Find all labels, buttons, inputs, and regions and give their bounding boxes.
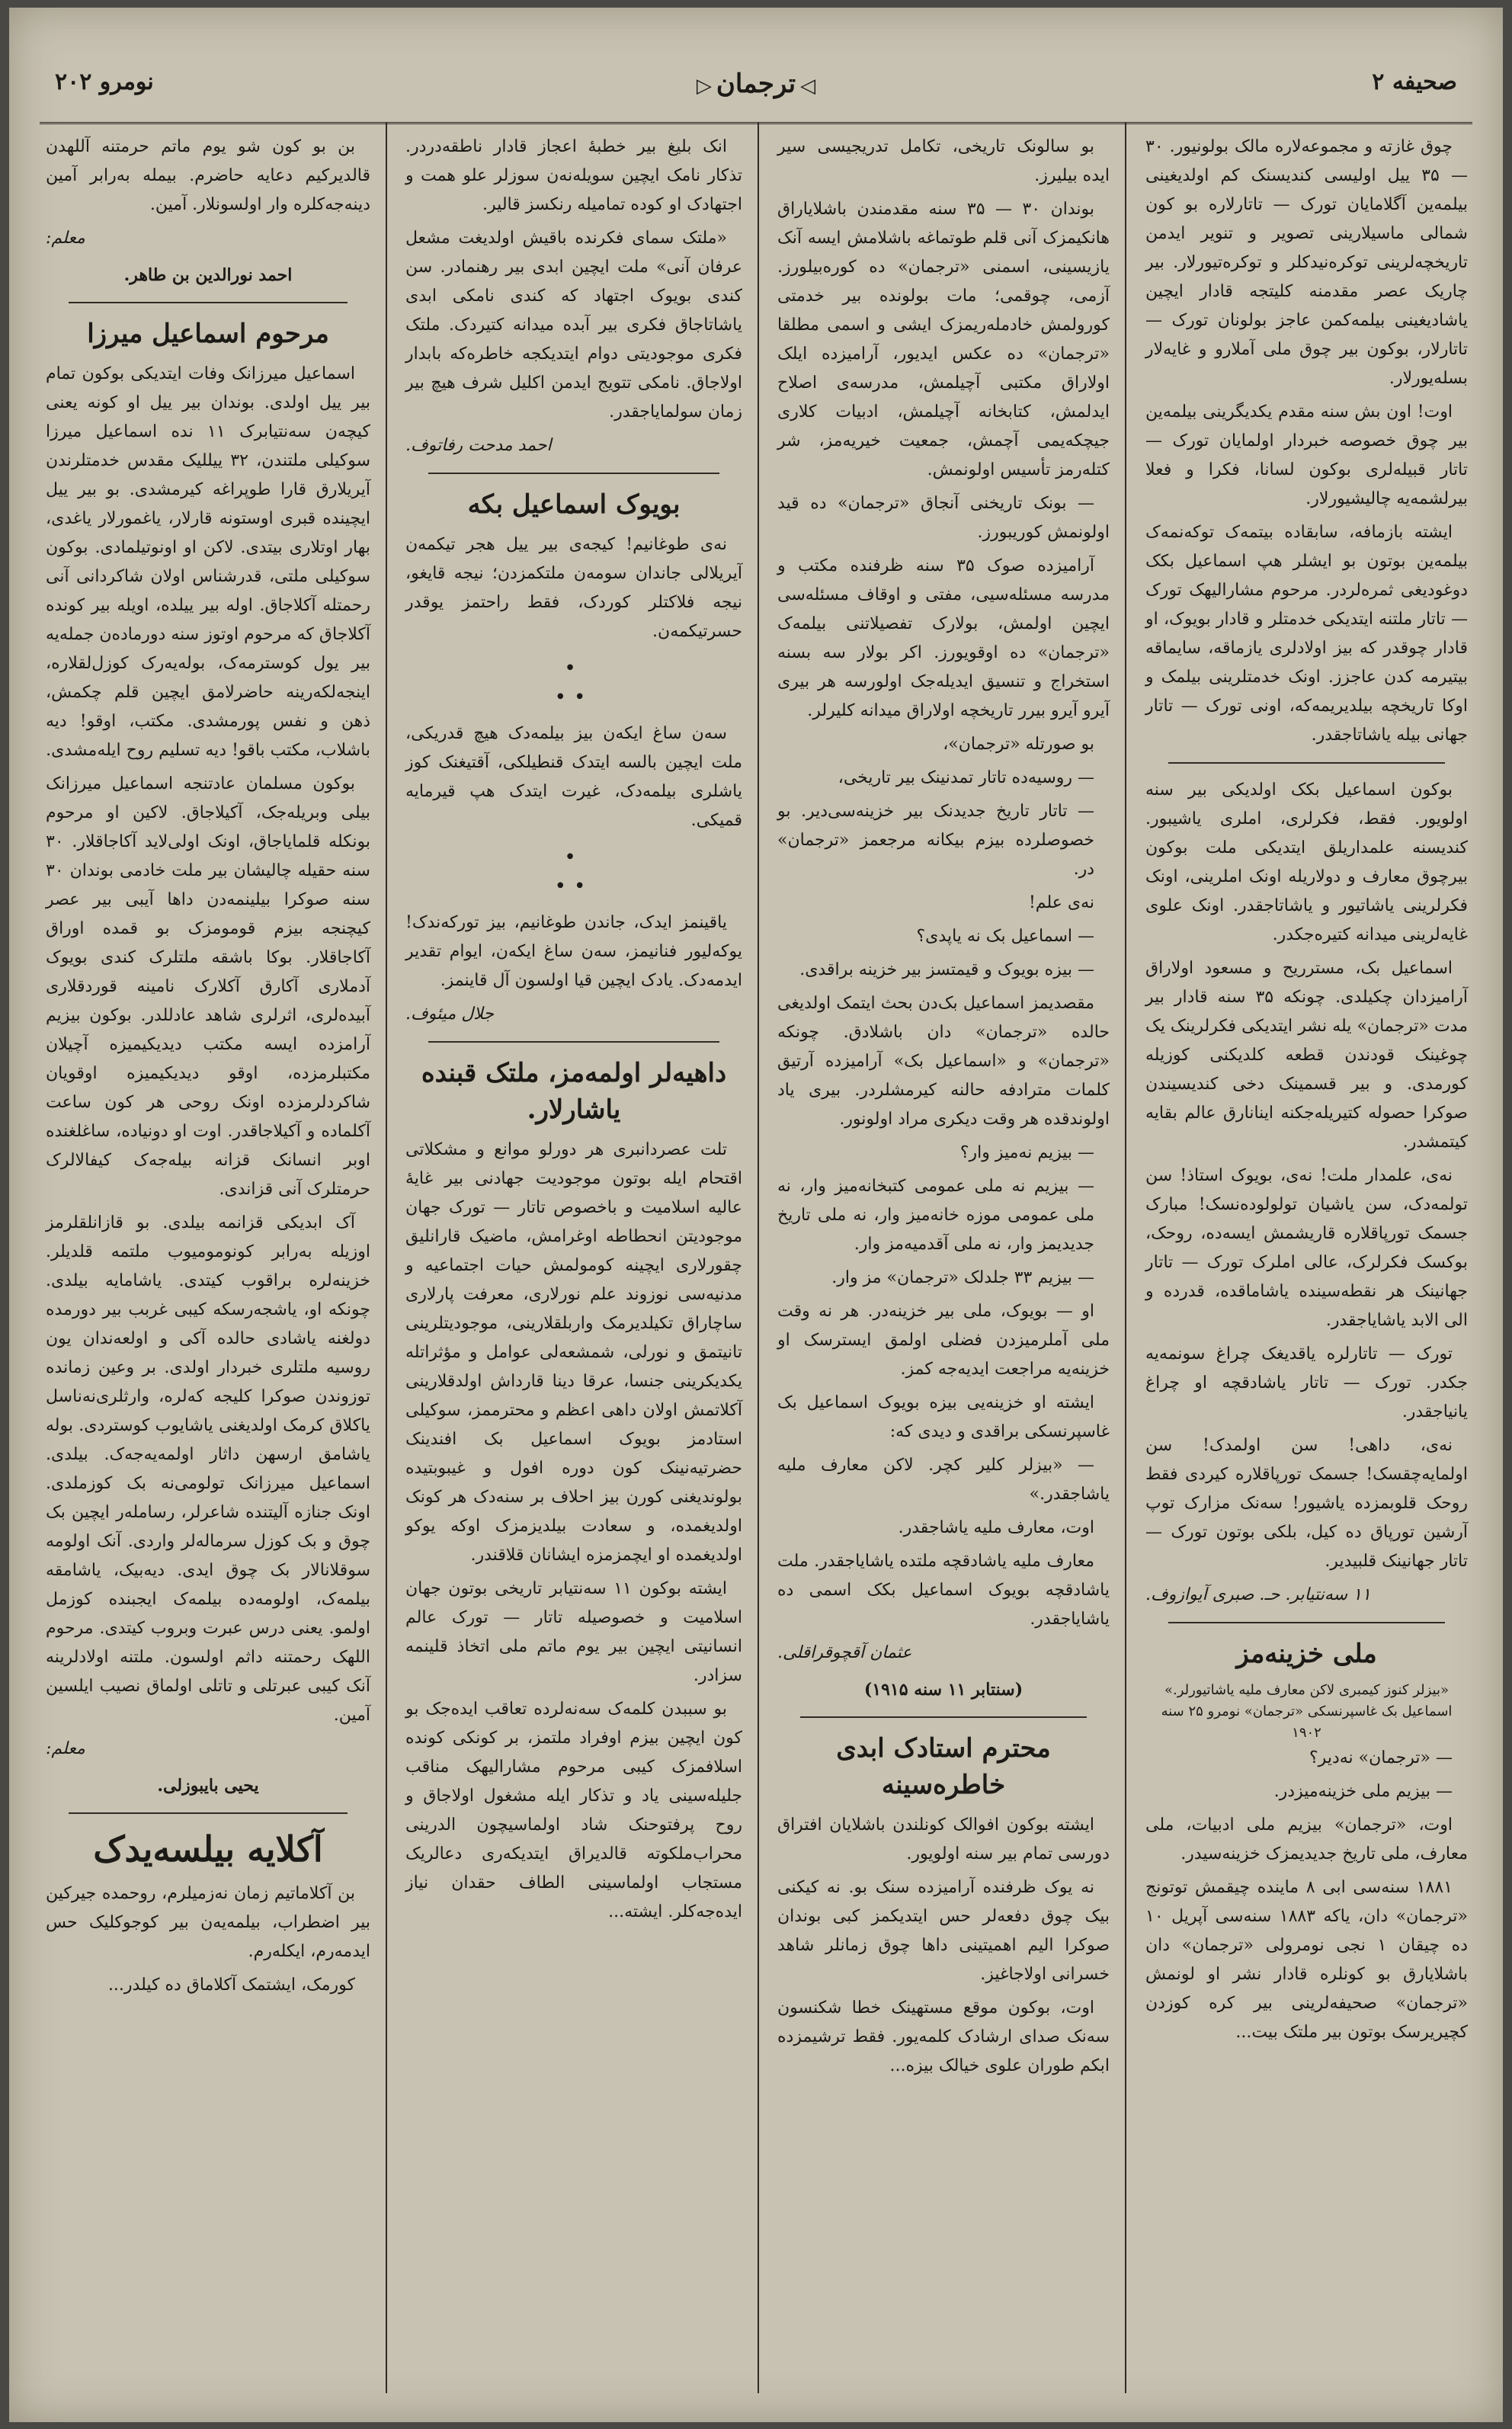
list-item: — بیزیم ۳۳ جلدلک «ترجمان» مز وار. <box>831 1268 1094 1287</box>
divider <box>69 1812 348 1814</box>
paragraph: تورک — تاتارلره یاقدیغک چراغ سونمه‌یه جکدر. تورک — تاتار یاشادقچه او چراغ یانیاجقدر. <box>1145 1344 1468 1421</box>
paragraph: انک بلیغ بیر خطبهٔ اعجاز قادار ناطقه‌دردر. تذکار نامک ایچین سویله‌نه‌ن سوزلر علو همت و اجتهادک او کوده تمامیله رنکسز قالیر. <box>405 137 742 214</box>
paragraph: اوت، «ترجمان» بیزیم ملی ادبیات، ملی معارف، ملی تاریخ جدیدیمزک خزینه‌سیدر. <box>1145 1815 1468 1863</box>
section-dots: • •• <box>554 846 594 898</box>
author-role: معلم: <box>46 1739 85 1758</box>
paragraph: اوت، بوکون موقع مستهینک خطا شکنسون سه‌نک صدای ارشادک کلمه‌یور. فقط ترشیمزده ابکم طوران علوی خیالک بیزه... <box>777 1998 1110 2075</box>
ornament-icon: ▷ <box>696 75 712 98</box>
paragraph: نه‌ی، داهی! سن اولمدک! سن اولمایه‌چقسک! جسمک تورپاقلاره کیردی فقط روحک قلوبمزده یاشیور! سه‌نک مزارک توپ آرشین تورپاق ده کیل، بلکی بوتون تورک — تاتار جهانینک قلبیدیر. <box>1145 1436 1468 1571</box>
divider <box>428 1041 719 1043</box>
author-role: معلم: <box>46 229 85 248</box>
article-heading: ملی خزینه‌مز <box>1236 1639 1377 1669</box>
paragraph: معارف ملیه یاشادقچه ملتده یاشایاجقدر. ملت یاشادقچه بویوک اسماعیل بکک اسمی ده یاشایاجقدر. <box>777 1552 1110 1629</box>
paragraph: ایشته بوکون افوالک کونلندن باشلایان افتراق دورسی تمام بیر سنه اولویور. <box>777 1815 1110 1863</box>
dialogue-list <box>1145 1744 1468 1806</box>
paragraph: بو سالونک تاریخی، تکامل تدریجیسی سیر ایده بیلیرز. <box>777 137 1110 185</box>
paragraph: — بونک تاریخنی آنجاق «ترجمان» ده قید اولونمش کوریبورز. <box>777 494 1110 542</box>
column-rule <box>1125 122 1126 2393</box>
paragraph: بوکون مسلمان عادتنجه اسماعیل میرزانک بیلی وبریله‌جک، آکیلاجاق. لاکین او مرحوم بونکله قلمایاجاق، اونک اولی‌لاید آکاجاقلار. ۳۰ سنه حقیله چالیشان بیر ملت خادمی بوندان ۳۰ سنه صوکرا بیلینمه‌دن داها آیبی بیر عصر کیچنجه بیزم قومومزک بو قمده اوراق آکاجاقلار. بوکا باشقه ملتلرک کندی بویوک آدملاری آکارق آکلارک نامینه قوردقلاری آبیده‌لری، اثرلری شاهد عادللدر. بوکون بیزیم آرامزده ایسه مکتب دیدیکیمیزه آچیلان مکتبلرمزده، اوقو دیدیکیمیزه اوقویان شاکردلرمزده اونک روحی هر کون ساعت آکلماده و آکیلاجاقدر. اوت او دونیاده، ساغلغنده اوبر انسانک قزانه بیله‌جه‌ک کیفالالرک حرمتلرک آنی قزاندی. <box>46 774 370 1199</box>
paragraph: اسماعیل بک، مسترریح و مسعود اولاراق آرامیزدان چکیلدی. چونکه ۳۵ سنه قادار بیر مدت «ترجمان» یله نشر ایتدیکی فکرلرینک یک چوغینک قودندن قطعه کلدیکنی کوزیله کورمدی. و بیر قسمینک دخی کندیسیندن صوکرا حصوله کتیریله‌جکنه اینانارق عالم بقایه کیتمشدر. <box>1145 959 1469 1152</box>
divider <box>69 302 348 303</box>
divider <box>428 473 719 474</box>
paragraph: ایشته بازمافه، سابقاده بیتمه‌ک توکه‌نمه‌ک بیلمه‌ین بوتون بو ایشلر هپ اسماعیل بکک دوغودیغی ثمره‌لردر. مرحوم مشارالیهک تورک — تاتار ملتنه ایتدیکی خدمتلر و قادار بویوک، او قادار چوقدر که بیز اولادلری یازماقه، سایماقه بیتیرمه کدن عاجزز. اونک خدمتلرینی بیلمک و اوکا تاریخچه بیلدیریمه‌که، اونی تورک — تاتار جهانی بیله یاشاتاجقدر. <box>1145 523 1468 745</box>
column-4 <box>34 122 383 2401</box>
paper-name-block <box>40 69 1472 99</box>
list-item: نه‌ی علم! <box>1028 893 1094 912</box>
paragraph: چوق غازته و مجموعه‌لاره مالک بولونیور. ۳۰ — ۳۵ ییل اولیسی کندیسنک کم اولدیغینی بیلمه‌ین آگلامایان تورک — تاتارلاره بو کون شمالی ماسیلارینی تصویر و تنویر ایدمن تاریخچه‌لرینی توکره‌نیدکلر و توکره‌تیورلار. بیر چاریک عصر مقدمنه کلیتجه قادار ایچین یاشادیغینی بیلمه‌کمن عاجز بولونان تورک — تاتارلار، بوکون بیر چوق ملی آملارو و غایه‌لار بسله‌یورلار. <box>1145 137 1468 388</box>
section-dots: • •• <box>554 657 594 709</box>
divider <box>800 1716 1087 1718</box>
list-item: — اسماعیل بک نه یاپدی؟ <box>916 927 1094 946</box>
epigraph: «بیزلر کنوز کیمبری لاکن معارف ملیه یاشاتیورلر.» اسماعیل بک غاسپرنسکی «ترجمان» نومرو ۲۵ سنه ۱۹۰۲ <box>1161 1682 1453 1741</box>
paragraph: اوت، معارف ملیه یاشاجقدر. <box>898 1518 1094 1537</box>
signature: جلال میئوف. <box>405 1005 494 1024</box>
article-heading: آکلایه بیلسه‌یدک <box>93 1828 323 1870</box>
column-rule <box>386 122 387 2393</box>
dialogue-list <box>777 764 1110 985</box>
paper-name: ترجمان <box>716 69 796 99</box>
author-name: احمد نورالدین بن طاهر. <box>123 265 293 285</box>
article-heading: محترم استادک ابدی خاطره‌سینه <box>836 1733 1051 1800</box>
newspaper-page <box>9 8 1503 2422</box>
stanza: یاقینمز ایدک، جاندن طوغانیم، بیز تورکه‌ندک! یوکه‌لیور فنانیمز، سه‌ن ساغ ایکه‌ن، ایوام تقدیر ایدمه‌دک. یادک ایچین قیا اولسون آل قاینمز. <box>405 913 742 990</box>
paragraph: بوکون اسماعیل بکک اولدیکی بیر سنه اولویور. فقط، فکرلری، املری یاشیبور. کندیسنه علمداریلق ایتدیکی ملت بوکون بیرچوق معارف و دولاریله اونک املرینی، اونک فکرلرینی یاشاتیور و یاشاتاجقدر. اونک علوی غایه‌لرینی میدانه کتیره‌جکدر. <box>1145 780 1468 944</box>
column-2 <box>765 122 1122 2401</box>
signature: احمد مدحت رفاتوف. <box>405 436 552 455</box>
stanza: سه‌ن ساغ ایکه‌ن بیز بیلمه‌دک هیچ قدریکی، ملت ایچین بالسه ایتدک قنطیلکی، آقتیغنک کوز یاشلری بیلمه‌دک، غیرت ایتدک هپ قیرمایه قمیکی. <box>405 724 742 830</box>
paragraph: ایشته بوکون ۱۱ سه‌نتیابر تاریخی بوتون جهان اسلامیت و خصوصیله تاتار — تورک عالم انسانیتی ایچین بیر یوم ماتم ملی اتخاذ قلینمه سزادر. <box>405 1579 742 1685</box>
stanza: نه‌ی طوغانیم! کیجه‌ی بیر ییل هجر تیکمه‌ن آیریلالی جاندان سومه‌ن ملتکمزدن؛ نیجه قایغو، نیجه فلاکتلر کوردک، فقط راحتمز یوقدر حسرتیکمه‌ن. <box>405 535 742 641</box>
paragraph: او — بویوک، ملی بیر خزینه‌در. هر نه وقت ملی آملرمیزدن فضلی اولمق ایسترسک او خزینه‌یه مراجعت ایدیه‌جه کمز. <box>777 1302 1110 1379</box>
paragraph: «ملتک سمای فکرنده باقیش اولدیغت مشعل عرفان آنی» ملت ایچین ابدی بیر رهنمادر. سن کندی بویوک اجتهاد که کندی نامکی ابدی یاشاتاجاق فکری بیر آبده میدانه کتیردک. ملتک فکری موجودیتی دوام ایتدیکجه خاطره‌که بابدار اولاجاق. نامکی تتویج ایدمن اکلیل شرف هیچ بیر زمان سولمایاجقدر. <box>405 229 742 421</box>
author-name: یحیی بایبوزلی. <box>157 1776 259 1796</box>
paragraph: کورمک، ایشتمک آکلاماق ده کیلدر... <box>107 1976 355 1995</box>
paragraph: ایشته او خزینه‌یی بیزه بویوک اسماعیل بک غاسپرنسکی براقدی و دیدی که: <box>777 1393 1110 1441</box>
column-rule <box>758 122 759 2393</box>
paragraph: آرامیزده صوک ۳۵ سنه ظرفنده مکتب و مدرسه مسئله‌سیی، مفتی و اوقاف مسئله‌سی ایچین اولمش، بولارک تفصیلاتنی بیلمه‌ک «ترجمان» ده اوقویورز. اکر بولار سه بسنه استخراج و تنسیق ایدیله‌جک اولورسه هر بیری آیرو آیرو بیرر تاریخچه اولاراق میدانه کلیرلر. <box>777 556 1110 720</box>
paragraph: ۱۸۸۱ سنه‌سی ابی ۸ ماینده چیقمش توتونج «ترجمان» دان، یاکه ۱۸۸۳ سنه‌سی آپریل ۱۰ ده چیقان ۱ نجی نومرولی «ترجمان» دان باشلایارق بو کونلره قادار نشر او لونمش «ترجمان» صحیفه‌لرینی بیر کره کوزدن کچیریرسک بوتون بیر ملتک بیت... <box>1145 1878 1468 2042</box>
paragraph: بن بو کون شو یوم ماتم حرمتنه آللهدن قالدیرکیم دعایه حاضرم. بیمله به‌رابر آمین دینه‌جه‌کلره وار اولسونلار. آمین. <box>46 137 370 214</box>
masthead <box>40 53 1472 124</box>
article-heading: داهیه‌لر اولمه‌مز، ملتک قبنده یاشارلار. <box>421 1058 727 1125</box>
signature: ۱۱ سه‌نتیابر. حـ. صبری آیوازوف. <box>1145 1585 1371 1604</box>
page-label: صحیفه ۲ <box>1372 69 1457 95</box>
article-heading: مرحوم اسماعیل میرزا <box>87 319 329 349</box>
ornament-icon: ◁ <box>800 75 816 98</box>
paragraph: مقصدیمز اسماعیل بک‌دن بحث ایتمک اولدیغی حالده «ترجمان» دان باشلادق. چونکه «ترجمان» و «اسماعیل بک» آرامیزده آرتیق کلمات مترادفه حالنه کیرمشلردر. بیری یاد اولوندقده هر وقت دیکری مراد اولونور. <box>777 994 1110 1129</box>
issue-label: نومرو ۲۰۲ <box>55 69 154 95</box>
paragraph: بو صورتله «ترجمان»، <box>943 735 1094 754</box>
date-line: (سنتابر ۱۱ سنه ۱۹۱۵) <box>863 1680 1023 1700</box>
list-item: — روسیه‌ده تاتار تمدنینک بیر تاریخی، <box>838 768 1094 787</box>
list-item: — بیزه بویوک و قیمتسز بیر خزینه براقدی. <box>799 960 1094 979</box>
paragraph: نه یوک ظرفنده آرامیزده سنک بو. نه کیکنی بیک چوق دفعه‌لر حس ایتدیکمز کبی بوندان صوکرا الیم اهمیتینی داها چوق زمانلر شاهد خسرانی اولاجاغیز. <box>777 1878 1110 1984</box>
column-1 <box>1133 122 1480 2401</box>
list-item: — بیزیم نه‌میز وار؟ <box>959 1143 1094 1162</box>
paragraph: اسماعیل میرزانک وفات ایتدیکی بوکون تمام بیر ییل اولدی. بوندان بیر ییل او کونه یعنی کیچه‌ن سه‌نتیابرک ۱۱ نده اسماعیل میرزا سوکیلی ملتندن، ۳۲ ییللیک مقدس خدمتلرندن آیریلارق قارا طوپراغه کیرمشدی. بو بیر ییل ایچینده قبری اوستونه قارلار، یاغمورلار یاغدی، بهار اوتلاری بیتدی. لاکن او اونوتیلمادی. بوکون سوکیلی ملتی، قدرشناس اولان شاکردانی آنی رحمتله آکلاجاق. اوله بیر ییلده، اویله بیر کونده آکلاجاق که مرحوم اوتوز سنه دورماده‌ن جمله‌یه بیر یول کوسترمه‌ک، بوله‌یه‌رک کوزل‌لقلاره، اینجه‌لکه‌رینه حاضرلامق ایچین قلم چکمش، ذهن و نفس پورمشدی. مکتب، اوقو! دیه باشلاب، مکتب‌ باقو! دیه تسلیم روح ایله‌مشدی. <box>46 364 370 760</box>
paragraph: تلت عصردانبری هر دورلو موانع و مشکلاتی اقتحام ایله بوتون موجودیت جهادنی بیر غایهٔ عالیه اسلامیت و باخصوص تاتار — تورک جهان موجودیتن انحطاطه اوغرامش، ماضیک قارانلیق چقورلاری ایچینه کومولمش حیات اجتماعیه و مدنیه‌سی نوزوند علم نورلاری، معرفت پارلاری ساچاراق تکیلدیرمک واربلقلارینی، موجودیتلرینی تانیتمق و نورلی، شمشعه‌لی عوامل و مؤثراتله یکدیکرینی جنسا، عرقا دینا قارداش اولدقلارینی آکلاتمش اولان داهی اعظم و محترممز، سوکیلی استادمز بویوک اسماعیل بک افندینک حضرتیه‌نینک کون دوره افول و غیبوبتیده بولوندیغنی کورن بیز احلاف بر سنه‌دک هر کونک اولدیغمده، و سعادت بیلدیزمزک اوکه یوکو اولدیغمده او ایچمزمزه ایشانان قلاقندر. <box>405 1140 742 1565</box>
column-3 <box>393 122 754 2401</box>
signature: عثمان آقچوقراقلی. <box>777 1643 912 1662</box>
list-item: — تاتار تاریخ جدیدنک بیر خزینه‌سی‌دیر. بو خصوصلرده بیزم بیکانه مرجعمز «ترجمان» در. <box>777 802 1094 879</box>
article-heading: بویوک اسماعیل بکه <box>467 489 681 520</box>
paragraph: — «بیزلر کلیر کچر. لاکن معارف ملیه یاشاجقدر.» <box>777 1456 1110 1504</box>
paragraph: بوندان ۳۰ — ۳۵ سنه مقدمندن باشلایاراق هانکیمزک آنی قلم طوتماغه باشلامش ایسه آنک یازیسینی، اسمنی «ترجمان» ده کوره‌بیلورز. آزمی، چوقمی؛ مات بولونده بیر خدمتی کورولمش خادمله‌ریمزک ایشی و اسمی مطلقا «ترجمان» ده عکس ایدیور، آرامیزده ایلک اولاراق مکتبی آچیلمش، مدرسه‌ی اصلاح ایدلمش، کتابخانه آچیلمش، ادبیات کلاری جیچکه‌یمی آچمش، جمعیت خیریه‌مز، شر کتله‌رمز تأسیس اولونمش. <box>777 200 1110 479</box>
divider <box>1168 1622 1445 1623</box>
paragraph: اوت! اون بش سنه مقدم یکدیگرینی بیلمه‌ین بیر چوق خصوصه خبردار اولمایان تورک — تاتار قبیله‌لری بوکون لسانا، فکرا و فعلا بیرلشمه‌یه چالیشیورلار. <box>1145 402 1468 508</box>
paragraph: نه‌ی، علمدار ملت! نه‌ی، بویوک استاذ! سن تولمه‌دک، سن یاشیان تولولوده‌نسک! مبارک جسمک تورپاقلاره قاریشمش ایسه‌ده، روحک، بوکسک فکرلرک، عالی املرک تورک — تاتار جهانینک هر نقطه‌سینده یاشاماقده، قدرده و الی الابد یاشایاجقدر. <box>1145 1166 1468 1330</box>
list-item: — «ترجمان» نه‌دیر؟ <box>1309 1748 1453 1767</box>
paragraph: آک ابدیکی قزانمه بیلدی. بو قازانلقلرمز اوزیله به‌رابر کونومومیوب ملتمه قلدیلر. خزینه‌لره براقوب کیتدی. یاشامایه بیلدی. چونکه او، یاشجه‌رسکه کیبی غربب بیر دورمده دولغنه یاشادی حالده آکی و اولعه‌ندان یون روسیه ملتلری خبردار اولدی. بر وعین زمانده توزوندن صوکرا کلیجه که‌لره، وارثلری‌نه‌ناسل یاکلاق کرمک اولدیغنی یاشایوب کوستردی. بوله یاشامق ارسهن داثار اولمه‌یه‌جه‌ک. بیلدی. اسماعیل میرزانک تولومی‌نه بک کوزملدی. اونک جنازه آلیتنده شاعرلر، رسامله‌ر ایچین بک چوق و بک کوزل سرماله‌لر واردی. آنک اولومه سوقلانالار بک چوق ایدی. دیه‌بیک، یاشامقه بیلمه‌ک، اولومه‌ده بیلمه‌ک ایجبنده کوزمل اولمو. یعنی درس عبرت وبروب کیتدی. مرحوم اللهک رحمتنه داثم اولسون. ملتنه اولادلرینه آنک کیبی عبرتلی و تاتلی اولماق نصیب ایلسین آمین. <box>46 1213 370 1725</box>
dialogue-list <box>777 1139 1110 1293</box>
divider <box>1168 762 1445 764</box>
list-item: — بیزیم ملی خزینه‌میزدر. <box>1273 1782 1453 1801</box>
list-item: — بیزیم نه ملی عمومی کتبخانه‌میز وار، نه ملی عمومی موزه خانه‌میز وار، نه ملی تاریخ جدیدیمز وار، نه ملی آقدمیه‌مز وار. <box>777 1177 1094 1254</box>
paragraph: بو سببدن کلمه‌ک سه‌نه‌لرده تعاقب ایده‌جک بو کون ایچین بیزم اوفراد ملتمز، بر کونکی کونده اسلافمزک کیبی مرحوم مشارالیهک مناقب جلیله‌سینی یاد و تذکار ایله مشغول اولاجاق و روح پرفتوحنک شاد اولماسیچون الدرینی محراب‌ملکوته قالدیراق ایتدیکه‌ری دعالریک مستجاب اولماسینی الطاف حقدان نیاز ایده‌جه‌کلر. ایشته... <box>405 1700 742 1921</box>
paragraph: بن آکلاماتیم زمان نه‌زمیلرم، روحمده جیرکین بیر اضطراب، بیلمه‌یه‌ن بیر کوجوکلیک حس ایدمه‌رم، ایکله‌رم. <box>46 1884 370 1961</box>
